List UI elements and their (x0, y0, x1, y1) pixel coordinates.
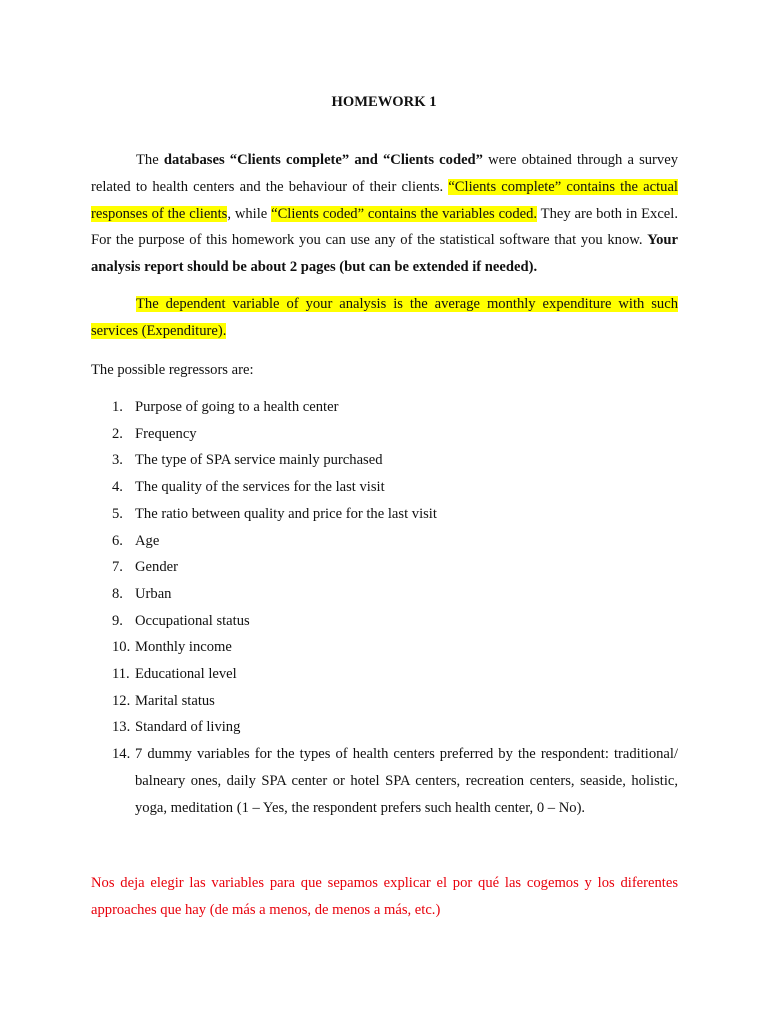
list-item (91, 421, 691, 448)
regressors-list (91, 394, 691, 821)
list-item-text: Urban (135, 585, 172, 602)
list-item-number: 8. (112, 585, 123, 602)
list-item (91, 714, 691, 741)
list-item-number: 3. (112, 452, 123, 469)
list-item-text: The ratio between quality and price for the last visit (135, 505, 437, 522)
page-title: HOMEWORK 1 (331, 94, 437, 110)
list-item (91, 581, 691, 608)
clients-coded-highlight: “Clients coded” contains the variables coded. (271, 205, 538, 222)
dependent-variable-highlight: The dependent variable of your analysis is the average monthly expenditure with such services (Expenditure). (91, 296, 678, 339)
regressors-intro: The possible regressors are: (91, 362, 254, 378)
list-item (91, 634, 691, 661)
intro-paragraph (91, 147, 678, 281)
list-item-text: Frequency (135, 425, 197, 442)
list-item (91, 688, 691, 715)
list-item-text: The type of SPA service mainly purchased (135, 452, 383, 469)
list-item-number: 10. (112, 639, 131, 656)
list-item (91, 474, 691, 501)
list-item-number: 13. (112, 719, 131, 736)
list-item-text: Purpose of going to a health center (135, 399, 339, 415)
list-item-text: 7 dummy variables for the types of health centers preferred by the respondent: traditional/ balneary ones, daily SPA center or hotel SPA centers, recreation centers, seaside, holistic, yoga, meditation (1 – Yes, the respondent prefers such health center, 0 – No). (135, 746, 678, 816)
dependent-variable-paragraph (91, 291, 678, 345)
list-item-text: Marital status (135, 692, 215, 709)
list-item-number: 6. (112, 532, 123, 549)
list-item-text: Age (135, 532, 160, 549)
list-item-number: 1. (112, 399, 123, 415)
list-item-text: Educational level (135, 666, 237, 683)
list-item-number: 2. (112, 425, 123, 442)
list-item-text: Occupational status (135, 612, 250, 629)
para1-text-3: , while (227, 205, 272, 222)
list-item (91, 501, 691, 528)
list-item (91, 394, 691, 421)
list-item (91, 528, 691, 555)
list-item-number: 7. (112, 559, 123, 576)
list-item (91, 554, 691, 581)
list-item (91, 608, 691, 635)
handwritten-note: Nos deja elegir las variables para que sepamos explicar el por qué las cogemos y los diferentes approaches que hay (de más a menos, de menos a más, etc.) (91, 875, 678, 918)
para1-text-1: The (136, 152, 164, 168)
list-item-text: Monthly income (135, 639, 232, 656)
list-item-number: 11. (112, 666, 130, 683)
para1-text-4: They are both in Excel. For the purpose of this homework you can use any of the statistical software that you know. (91, 205, 678, 249)
list-item-text: The quality of the services for the last visit (135, 479, 385, 496)
list-item (91, 741, 691, 821)
para1-text-2: were obtained through a survey related to health centers and the behaviour of their clients. (91, 152, 678, 195)
list-item-text: Standard of living (135, 719, 241, 736)
list-item-number: 14. (112, 746, 131, 763)
list-item-number: 4. (112, 479, 123, 496)
list-item-number: 12. (112, 692, 131, 709)
list-item-number: 9. (112, 612, 123, 629)
databases-bold-text: databases “Clients complete” and “Clients coded” (163, 152, 483, 168)
list-item (91, 661, 691, 688)
list-item-number: 5. (112, 505, 123, 522)
list-item-text: Gender (135, 559, 178, 576)
clients-complete-highlight: “Clients complete” contains the actual responses of the clients (91, 178, 678, 222)
report-length-bold-text: Your analysis report should be about 2 pages (but can be extended if needed). (91, 232, 678, 276)
list-item (91, 447, 691, 474)
